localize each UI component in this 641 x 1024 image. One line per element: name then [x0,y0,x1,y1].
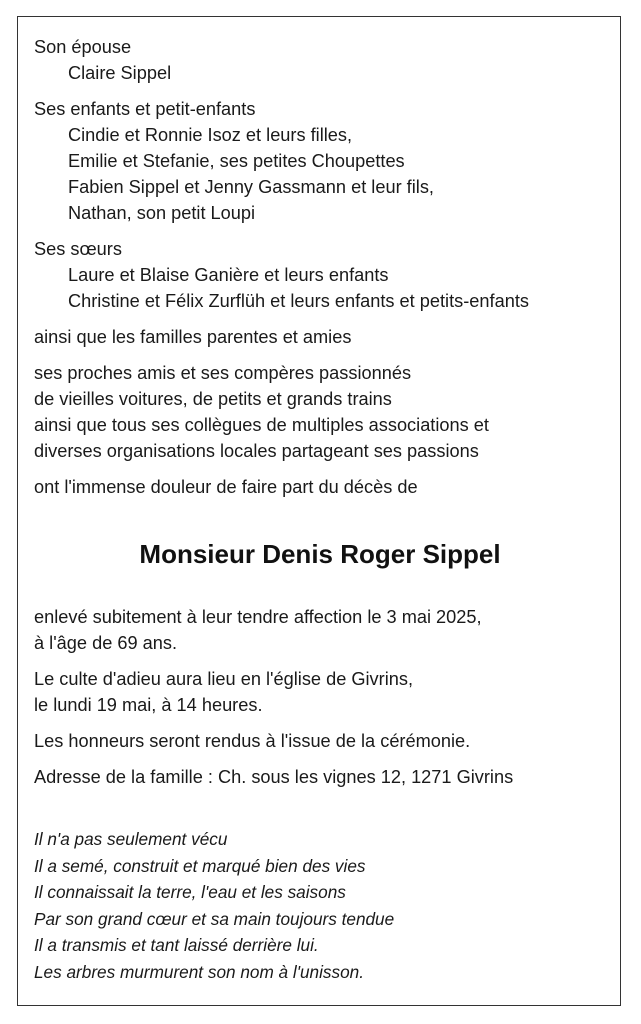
obituary-notice [34,34,614,985]
poem-line: Il connaissait la terre, l'eau et les saisons [34,882,346,902]
friends-line: ainsi que tous ses collègues de multiples associations et [34,415,489,435]
families-section [34,324,614,350]
children-section [34,96,614,226]
friends-section [34,360,614,464]
poem-line: Il a transmis et tant laissé derrière lui. [34,935,319,955]
children-line: Nathan, son petit Loupi [68,203,256,223]
friends-line: diverses organisations locales partageant ses passions [34,441,479,461]
spouse-name: Claire Sippel [68,63,172,83]
poem-line: Il n'a pas seulement vécu [34,829,228,849]
death-details-section [34,604,614,656]
service-section [34,666,614,718]
announcement-line: ont l'immense douleur de faire part du décès de [34,477,418,497]
death-detail-line: à l'âge de 69 ans. [34,633,178,653]
deceased-name: Monsieur Denis Roger Sippel [139,539,501,569]
spouse-section [34,34,614,86]
spouse-heading: Son épouse [34,37,132,57]
poem-line: Par son grand cœur et sa main toujours tendue [34,908,395,929]
service-line: Le culte d'adieu aura lieu en l'église de Givrins, [34,669,414,689]
honors-section [34,728,614,754]
poem [34,826,614,985]
families-line: ainsi que les familles parentes et amies [34,327,352,347]
death-detail-line: enlevé subitement à leur tendre affection le 3 mai 2025, [34,607,482,627]
honors-line: Les honneurs seront rendus à l'issue de la cérémonie. [34,731,471,751]
sisters-line: Laure et Blaise Ganière et leurs enfants [68,265,389,285]
sisters-heading: Ses sœurs [34,239,122,259]
children-line: Cindie et Ronnie Isoz et leurs filles, [68,125,353,145]
sisters-line: Christine et Félix Zurflüh et leurs enfants et petits-enfants [68,291,529,311]
family-address: Adresse de la famille : Ch. sous les vignes 12, 1271 Givrins [34,767,514,787]
children-line: Fabien Sippel et Jenny Gassmann et leur fils, [68,177,434,197]
service-line: le lundi 19 mai, à 14 heures. [34,695,263,715]
friends-line: ses proches amis et ses compères passionnés [34,363,412,383]
poem-line: Il a semé, construit et marqué bien des vies [34,855,366,876]
friends-line: de vieilles voitures, de petits et grands trains [34,389,392,409]
poem-line: Les arbres murmurent son nom à l'unisson. [34,961,364,982]
sisters-section [34,236,614,314]
children-line: Emilie et Stefanie, ses petites Choupettes [68,151,405,171]
children-heading: Ses enfants et petit-enfants [34,99,256,119]
